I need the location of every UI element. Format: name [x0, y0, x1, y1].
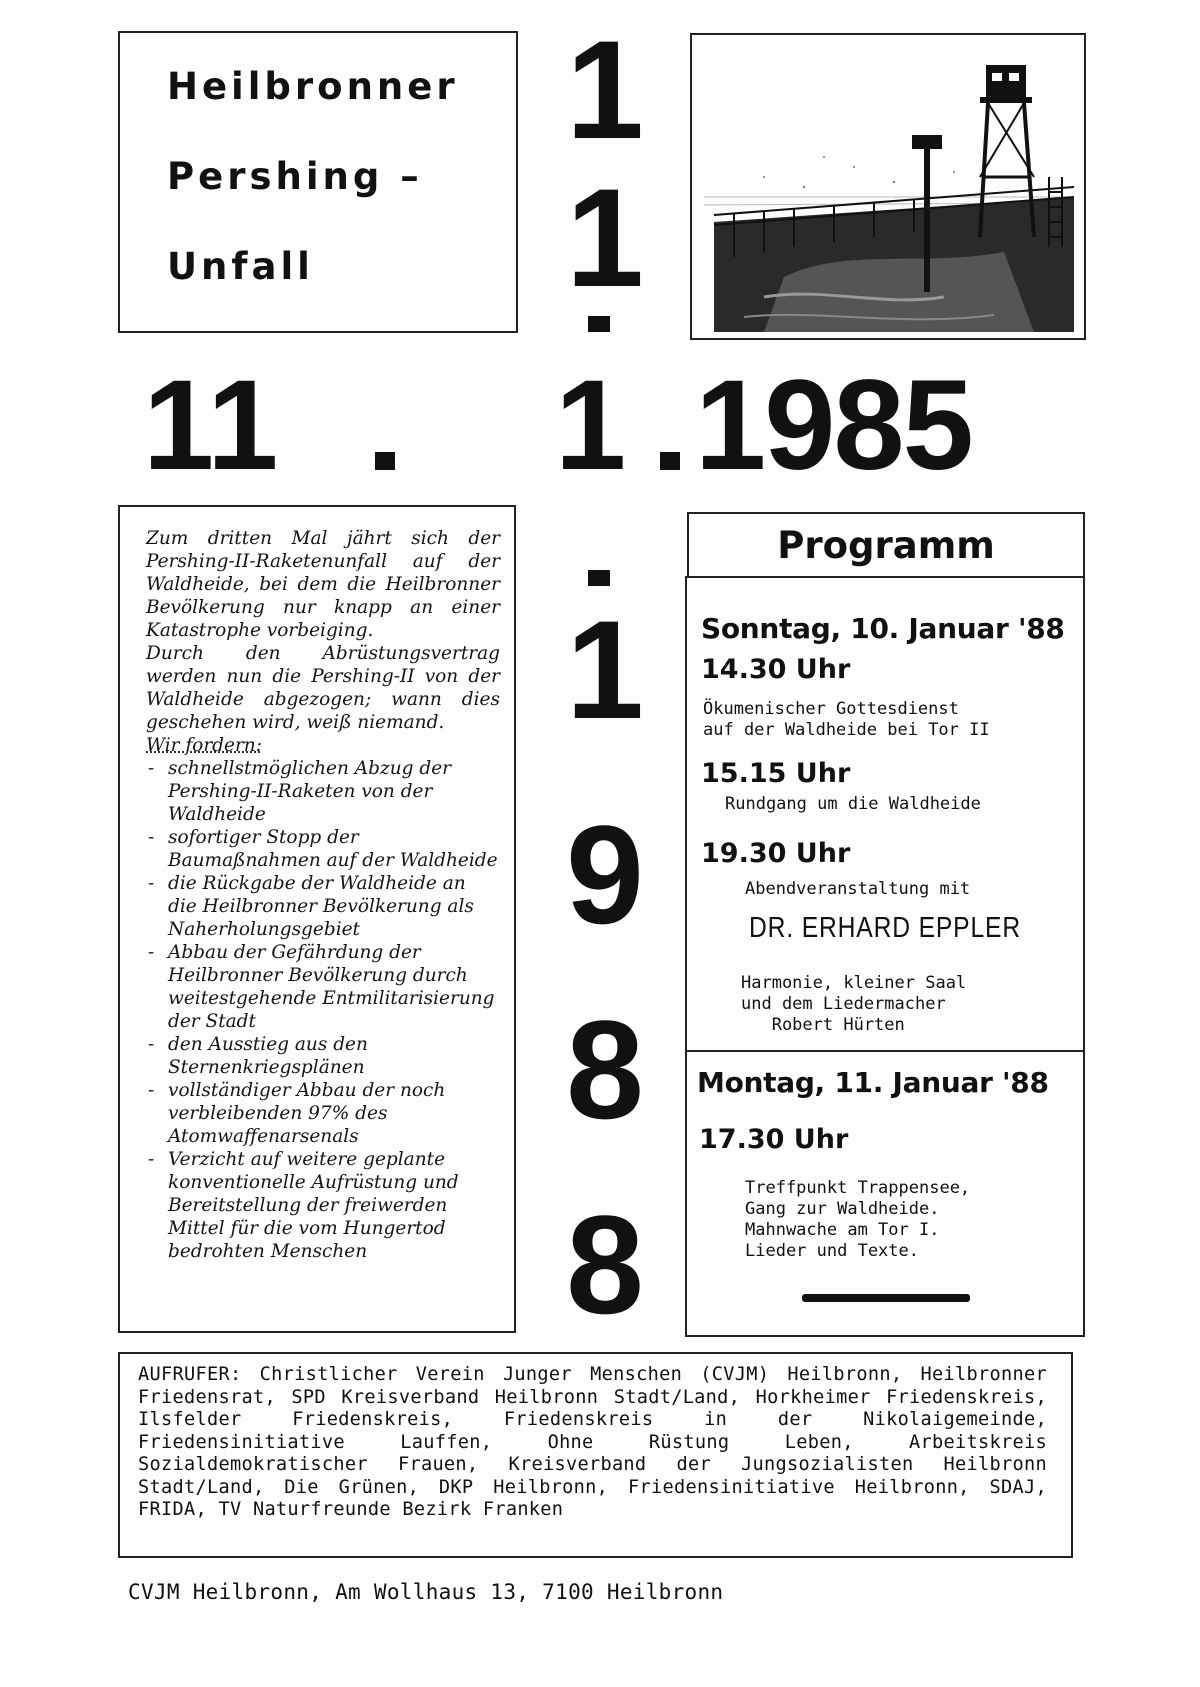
speaker-name: DR. ERHARD EPPLER	[749, 912, 1021, 944]
program-heading-box	[687, 512, 1085, 578]
event-time: 15.15 Uhr	[701, 758, 851, 789]
title-box	[118, 31, 518, 333]
vertical-dot	[588, 316, 610, 332]
vertical-digit-5: 9	[566, 796, 644, 953]
event-time: 14.30 Uhr	[701, 654, 851, 685]
title-line-2: Pershing –	[167, 155, 423, 198]
vertical-digit-1: 1	[566, 11, 644, 168]
vertical-digit-3: 1	[566, 591, 644, 748]
event-description: Abendveranstaltung mit	[745, 879, 971, 899]
date-dot-2	[660, 452, 680, 470]
event-time: 17.30 Uhr	[699, 1124, 849, 1155]
program-box	[685, 576, 1085, 1337]
organizers-box	[118, 1352, 1073, 1558]
list-item: - den Ausstieg aus den Sternenkriegsplänen	[146, 1033, 500, 1079]
day2-heading: Montag, 11. Januar '88	[697, 1066, 1049, 1099]
vertical-digit-6: 8	[566, 991, 644, 1148]
end-bar	[802, 1294, 970, 1302]
demands-heading: Wir fordern:	[146, 735, 262, 756]
vertical-digit-7: 8	[566, 1186, 644, 1343]
program-heading: Programm	[777, 524, 995, 567]
title-line-3: Unfall	[167, 245, 314, 288]
vertical-dot	[588, 570, 610, 586]
organizers-text: AUFRUFER: Christlicher Verein Junger Menschen (CVJM) Heilbronn, Heilbronner Friedensrat, SPD Kreisverband Heilbronn Stadt/Land, Horkheimer Friedenskreis, Ilsfelder Friedenskreis, Friedenskreis in der Nikolaigemeinde, Friedensinitiative Lauffen, Ohne Rüstung Leben, Arbeitskreis Sozialdemokratischer Frauen, Kreisverband der Jungsozialisten Heilbronn Stadt/Land, Die Grünen, DKP Heilbronn, Friedensinitiative Heilbronn, SDAJ, FRIDA, TV Naturfreunde Bezirk Franken	[138, 1364, 1047, 1520]
intro-paragraph-1: Zum dritten Mal jährt sich der Pershing-II-Raketenunfall auf der Waldheide, bei dem die Heilbronner Bevölkerung nur knapp an einer Katastrophe vorbeiging.	[146, 528, 500, 641]
intro-paragraph-2: Durch den Abrüstungsvertrag werden nun die Pershing-II von der Waldheide abgezogen; wann dies geschehen wird, weiß niemand.	[146, 643, 500, 733]
demands-list	[146, 757, 500, 1263]
event-time: 19.30 Uhr	[701, 838, 851, 869]
list-item: - schnellstmöglichen Abzug der Pershing-II-Raketen von der Waldheide	[146, 757, 500, 826]
intro-text-box	[118, 505, 516, 1333]
event-description: Treffpunkt Trappensee, Gang zur Waldheide. Mahnwache am Tor I. Lieder und Texte.	[745, 1178, 971, 1261]
date-day: 11	[143, 354, 279, 497]
watchtower-photo	[704, 47, 1074, 332]
address: CVJM Heilbronn, Am Wollhaus 13, 7100 Heilbronn	[128, 1580, 724, 1604]
date-dot-1	[375, 452, 395, 470]
day1-heading: Sonntag, 10. Januar '88	[701, 612, 1065, 645]
program-divider	[685, 1050, 1085, 1052]
date-year: 1985	[695, 354, 972, 497]
list-item: - vollständiger Abbau der noch verbleibenden 97% des Atomwaffenarsenals	[146, 1079, 500, 1148]
event-description: Ökumenischer Gottesdienst auf der Waldheide bei Tor II	[703, 699, 990, 740]
list-item: - Verzicht auf weitere geplante konventionelle Aufrüstung und Bereitstellung der freiwerden Mittel für die vom Hungertod bedrohten Menschen	[146, 1148, 500, 1263]
list-item: - Abbau der Gefährdung der Heilbronner Bevölkerung durch weitestgehende Entmilitarisierung der Stadt	[146, 941, 500, 1033]
title-line-1: Heilbronner	[167, 65, 459, 108]
list-item: - sofortiger Stopp der Baumaßnahmen auf der Waldheide	[146, 826, 500, 872]
venue-description: Harmonie, kleiner Saal und dem Liedermacher Robert Hürten	[741, 973, 967, 1035]
list-item: - die Rückgabe der Waldheide an die Heilbronner Bevölkerung als Naherholungsgebiet	[146, 872, 500, 941]
event-description: Rundgang um die Waldheide	[725, 794, 981, 814]
photo-box	[690, 33, 1086, 340]
vertical-digit-2: 1	[566, 159, 644, 316]
date-month: 1	[555, 354, 627, 497]
